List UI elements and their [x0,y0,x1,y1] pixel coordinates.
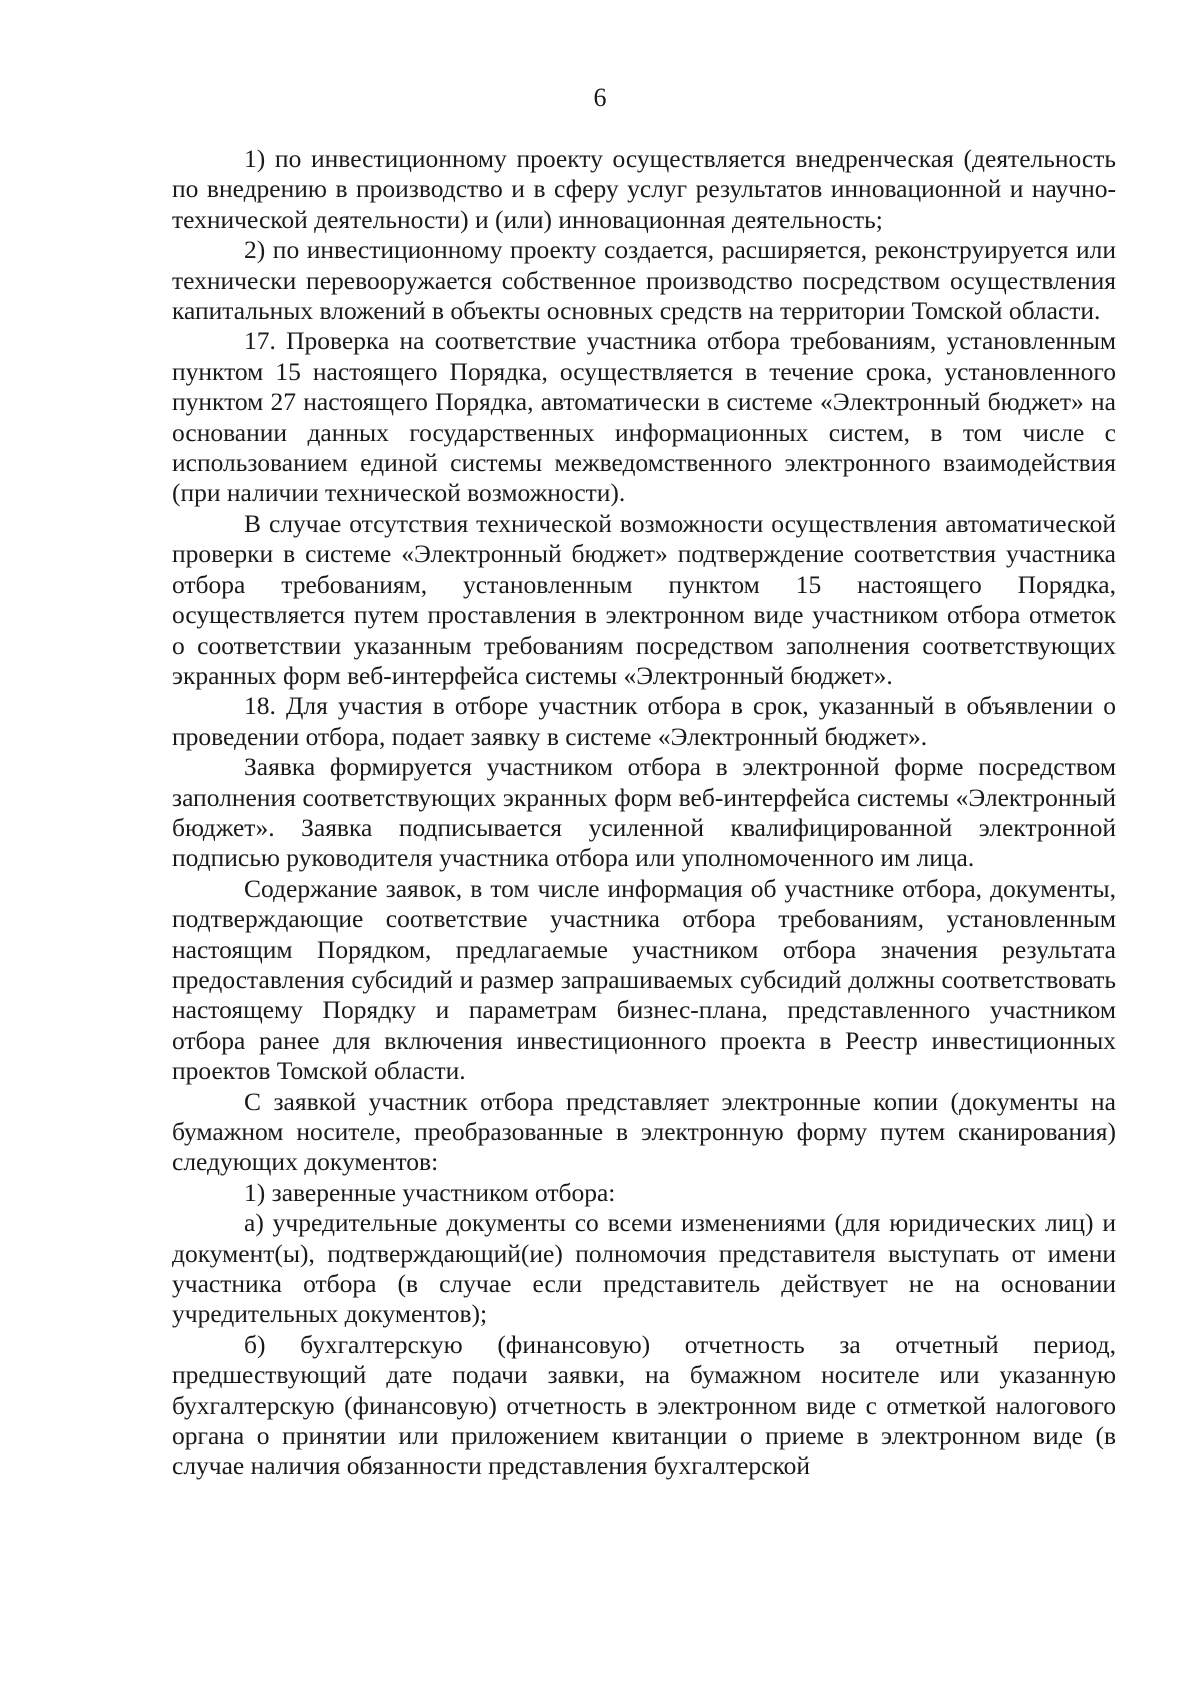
paragraph-electronic-copies: С заявкой участник отбора представляет электронные копии (документы на бумажном носителе, преобразованные в электронную форму путем сканирования) следующих документов: [172,1086,1116,1177]
document-body [172,144,1116,1482]
paragraph-application-form: Заявка формируется участником отбора в электронной форме посредством заполнения соответствующих экранных форм веб-интерфейса системы «Электронный бюджет». Заявка подписывается усиленной квалифицированной электронной подписью руководителя участника отбора или уполномоченного им лица. [172,752,1116,873]
paragraph-accounting-statements: б) бухгалтерскую (финансовую) отчетность за отчетный период, предшествующий дате подачи заявки, на бумажном носителе или указанную бухгалтерскую (финансовую) отчетность в электронном виде с отметкой налогового органа о принятии или приложением квитанции о приеме в электронном виде (в случае наличия обязанности представления бухгалтерской [172,1329,1116,1481]
paragraph-application-content: Содержание заявок, в том числе информация об участнике отбора, документы, подтверждающие соответствие участника отбора требованиям, установленным настоящим Порядком, предлагаемые участником отбора значения результата предоставления субсидий и размер запрашиваемых субсидий должны соответствовать настоящему Порядку и параметрам бизнес-плана, представленного участником отбора ранее для включения инвестиционного проекта в Реестр инвестиционных проектов Томской области. [172,873,1116,1086]
page-number: 6 [593,83,607,112]
paragraph-constituent-documents: а) учредительные документы со всеми изменениями (для юридических лиц) и документ(ы), подтверждающий(ие) полномочия представителя выступать от имени участника отбора (в случае если представитель действует не на основании учредительных документов); [172,1208,1116,1329]
paragraph-item-1-innovation: 1) по инвестиционному проекту осуществляется внедренческая (деятельность по внедрению в производство и в сферу услуг результатов инновационной и научно-технической деятельности) и (или) инновационная деятельность; [172,144,1116,234]
paragraph-clause-18: 18. Для участия в отборе участник отбора в срок, указанный в объявлении о проведении отбора, подает заявку в системе «Электронный бюджет». [172,691,1116,751]
paragraph-clause-17: 17. Проверка на соответствие участника отбора требованиям, установленным пунктом 15 настоящего Порядка, осуществляется в течение срока, установленного пунктом 27 настоящего Порядка, автоматически в системе «Электронный бюджет» на основании данных государственных информационных систем, в том числе с использованием единой системы межведомственного электронного взаимодействия (при наличии технической возможности). [172,326,1116,508]
paragraph-item-2-production: 2) по инвестиционному проекту создается, расширяется, реконструируется или технически перевооружается собственное производство посредством осуществления капитальных вложений в объекты основных средств на территории Томской области. [172,235,1116,326]
paragraph-no-technical-possibility: В случае отсутствия технической возможности осуществления автоматической проверки в системе «Электронный бюджет» подтверждение соответствия участника отбора требованиям, установленным пунктом 15 настоящего Порядка, осуществляется путем проставления в электронном виде участником отбора отметок о соответствии указанным требованиям посредством заполнения соответствующих экранных форм веб-интерфейса системы «Электронный бюджет». [172,508,1116,690]
paragraph-certified-list: 1) заверенные участником отбора: [244,1177,616,1207]
